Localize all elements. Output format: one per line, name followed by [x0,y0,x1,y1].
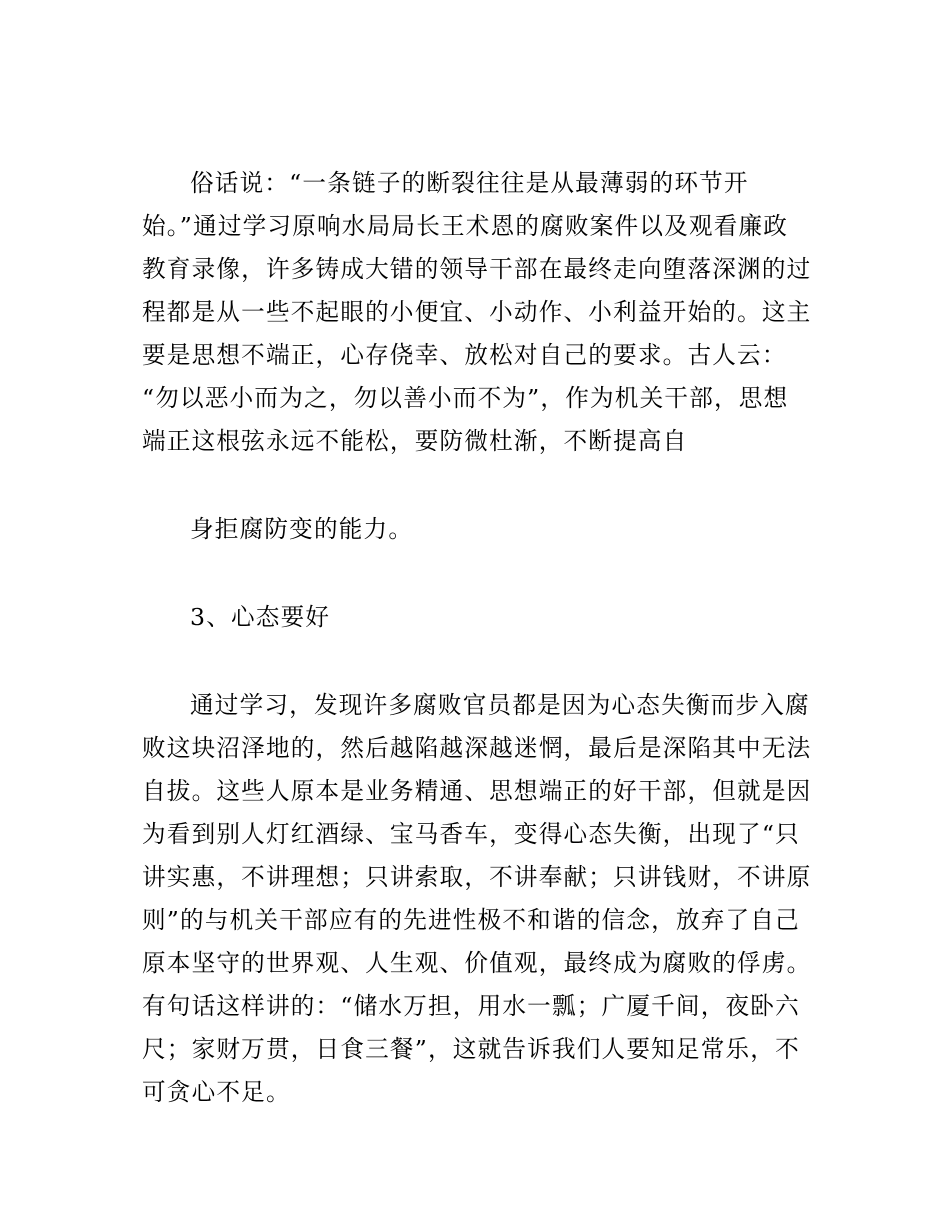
paragraph-1-line: 教育录像，许多铸成大错的领导干部在最终走向堕落深渊的过 [142,255,812,283]
paragraph-1-line: 始。”通过学习原响水局局长王术恩的腐败案件以及观看廉政 [142,212,789,240]
paragraph-2-line: 身拒腐防变的能力。 [190,515,414,543]
section-heading: 3、心态要好 [190,603,331,631]
paragraph-1-line: 要是思想不端正，心存侥幸、放松对自己的要求。古人云： [142,341,787,369]
paragraph-1-line: 俗话说：“一条链子的断裂往往是从最薄弱的环节开 [190,169,749,197]
paragraph-3-line: 讲实惠，不讲理想；只讲索取，不讲奉献；只讲钱财，不讲原 [142,863,812,891]
paragraph-3-line: 原本坚守的世界观、人生观、价值观，最终成为腐败的俘虏。 [142,949,812,977]
paragraph-1-line: 程都是从一些不起眼的小便宜、小动作、小利益开始的。这主 [142,298,812,326]
paragraph-3-line: 自拔。这些人原本是业务精通、思想端正的好干部，但就是因 [142,777,812,805]
paragraph-3-line: 则”的与机关干部应有的先进性极不和谐的信念，放弃了自己 [142,906,800,934]
paragraph-1-line: 端正这根弦永远不能松，要防微杜渐，不断提高自 [142,427,688,455]
paragraph-3-line: 败这块沼泽地的，然后越陷越深越迷惘，最后是深陷其中无法 [142,734,812,762]
paragraph-3-line: 尺；家财万贯，日食三餐”，这就告诉我们人要知足常乐，不 [142,1035,800,1063]
paragraph-3-line: 可贪心不足。 [142,1078,291,1106]
paragraph-3-line: 通过学习，发现许多腐败官员都是因为心态失衡而步入腐 [190,691,810,719]
paragraph-3-line: 有句话这样讲的：“储水万担，用水一瓢；广厦千间，夜卧六 [142,992,800,1020]
paragraph-3-line: 为看到别人灯红酒绿、宝马香车，变得心态失衡，出现了“只 [142,820,800,848]
paragraph-1-line: “勿以恶小而为之，勿以善小而不为”，作为机关干部，思想 [142,384,789,412]
